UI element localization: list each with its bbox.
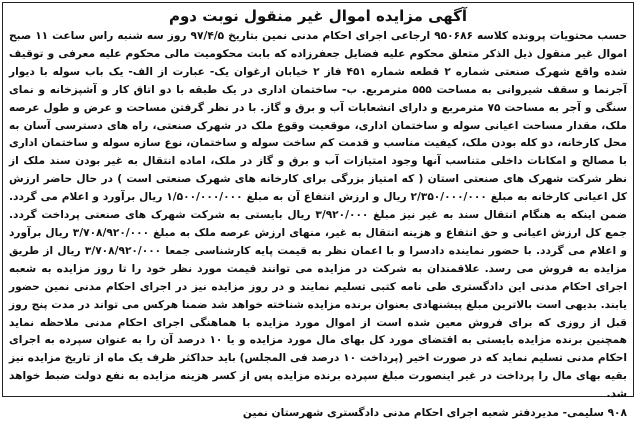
notice-body: حسب محتویات پرونده کلاسه ۹۵۰۶۸۶ ارجاعی اجرای احکام مدنی نمین بتاریخ ۹۷/۴/۵ روز سه شنبه راس ساعت ۱۱ صبح اموال غیر منقول ذیل الذکر متعلق محکوم علیه فضایل جعفرزاده که بابت محکومیت مالی محکوم علیه معرفی و توقیف شده واقع شهرک صنعتی شماره ۲ قطعه شماره ۴۵۱ فاز ۲ خیابان ارغوان یک- عبارت از الف- یک باب سوله با دیوار آجرنما و سقف شیروانی به مساحت ۵۵۵ مترمربع. ب- ساختمان اداری در یک طبقه با دو اتاق کار و آشپزخانه و نمای سنگی و آجر به مساحت ۷۵ مترمربع و دارای انشعابات آب و برق و گاز. با در نظر گرفتن مساحت و عرض و طول عرصه ملک، مقدار مساحت اعیانی سوله و ساختمان اداری، موقعیت وقوع ملک در شهرک صنعتی، راه های دسترسی آسان به محل کارخانه، دو کله بودن ملک، کیفیت مناسب و قدمت کم ساخت سوله و ساختمان، نوع سازه سوله و ساختمان اداری با مصالح و امکانات داخلی متناسب آنها وجود امتیازات آب و برق و گاز در ملک، اماده انتقال به غیر بودن سند ملک از نظر شرکت شهرک های صنعتی استان ( که امتیاز بزرگی برای کارخانه های شهرک صنعتی است ) در حال حاضر ارزش کل اعیانی کارخانه به مبلغ ۲/۳۵۰/۰۰۰/۰۰۰ ریال و ارزش انتفاع آن به مبلغ ۱/۵۰۰/۰۰۰/۰۰۰ ریال برآورد و اعلام می گردد. ضمن اینکه به هنگام انتقال سند به غیر نیز مبلغ ۳/۹۲۰/۰۰۰ ریال بایستی به شرکت شهرک های صنعتی پرداخت گردد. جمع کل ارزش اعیانی و حق انتفاع و هزینه انتقال به غیر، منهای ارزش عرصه ملک به مبلغ ۳/۷۰۸/۹۲۰/۰۰۰ ریال برآورد و اعلام می گردد. با حضور نماینده دادسرا و با اعمان نظر به قیمت پایه کارشناسی جمعا ۳/۷۰۸/۹۲۰/۰۰۰ ریال از طریق مزایده به فروش می رسد. علاقمندان به شرکت در مزایده می توانند قیمت مورد نظر خود را تا روز مزایده به شعبه اجرای احکام مدنی این دادگستری طی نامه کتبی تسلیم نمایند و در روز مزایده نیز در اجرای احکام مدنی نمین حضور یابند. بدیهی است بالاترین مبلغ پیشنهادی بعنوان برنده مزایده شناخته خواهد شد ضمنا هرکس می تواند در مدت پنج روز قبل از روزی که برای فروش معین شده است از اموال مورد مزایده با هماهنگی اجرای احکام مدنی ملاحظه نماید همچنین برنده مزایده بایستی به اقتضای مورد کل بهای مال مورد مزایده و یا ۱۰ درصد آن را به عنوان سپرده به اجرای احکام مدنی تسلیم نماید که در صورت اخیر (پرداخت ۱۰ درصد فی المجلس) باید حداکثر ظرف یک ماه از تاریخ مزایده نیز بقیه بهای مال را پرداخت در غیر اینصورت مبلغ سپرده برنده مزایده پس از کسر هزینه مزایده به نفع دولت ضبط خواهد شد. <box>9 30 628 401</box>
notice-signature-line: ۹۰۸ سلیمی- مدیردفتر شعبه اجرای احکام مدنی دادگستری شهرستان نمین <box>242 407 627 420</box>
auction-notice <box>2 2 634 420</box>
notice-title: آگهی مزایده اموال غیر منقول نوبت دوم <box>168 7 468 25</box>
